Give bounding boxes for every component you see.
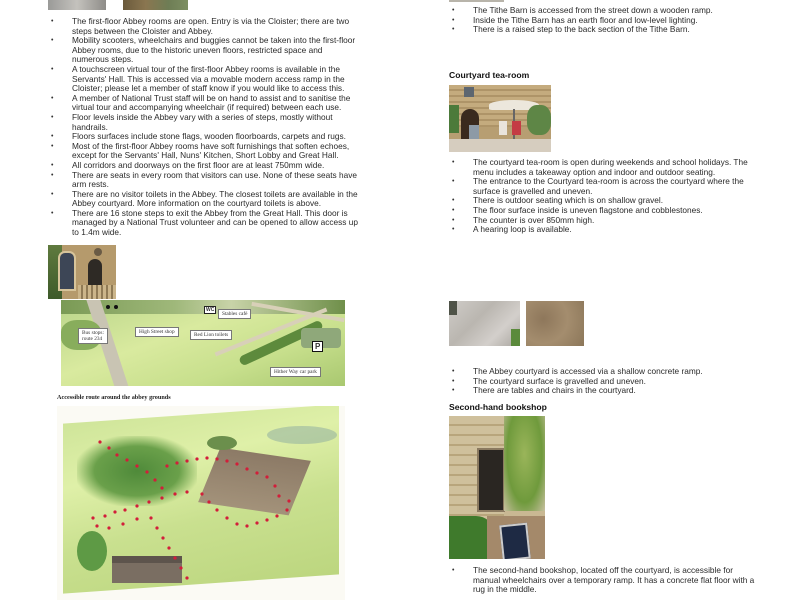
parking-icon: P (312, 341, 323, 352)
bus-stops-label (78, 328, 108, 344)
list-item: • There are 16 stone steps to exit the Abbey from the Great Hall. This door is managed by a National Trust volunteer and can be opened to allow access up to 1.4m wide. (48, 209, 358, 238)
list-item: • A member of National Trust staff will be on hand to assist and to sanitise the virtual tour and accompanying wheelchair (if required) between each use. (48, 94, 358, 113)
high-street-shop-label: High Street shop (135, 327, 179, 337)
bookshop-entrance-photo (449, 416, 545, 559)
bookshop-list (449, 566, 759, 595)
list-item: • The courtyard tea-room is open during weekends and school holidays. The menu includes a takeaway option and indoor and outdoor seating. (449, 158, 749, 177)
abbey-interior-photo (123, 0, 188, 10)
grounds-map-caption: Accessible route around the abbey grounds (57, 394, 171, 401)
list-item: • There are tables and chairs in the courtyard. (449, 386, 769, 396)
list-item: • The first-floor Abbey rooms are open. Entry is via the Cloister; there are two steps between the Cloister and Abbey. (48, 17, 358, 36)
list-item: • There are no visitor toilets in the Abbey. The closest toilets are available in the Abbey courtyard. More information on the courtyard toilets is above. (48, 190, 358, 209)
abbey-rooms-list (48, 17, 358, 238)
list-item: • The second-hand bookshop, located off the courtyard, is accessible for manual wheelchairs over a temporary ramp. It has a concrete flat floor with a rug in the middle. (449, 566, 759, 595)
list-item: • Most of the first-floor Abbey rooms have soft furnishings that soften echoes, except for the Servants' Hall, Nuns' Kitchen, Short Lobby and Great Hall. (48, 142, 358, 161)
bus-stops-text: Bus stops: (82, 330, 104, 336)
list-item: • The entrance to the Courtyard tea-room is across the courtyard where the surface is gravelled and uneven. (449, 177, 749, 196)
abbey-grounds-map (57, 406, 345, 600)
courtyard-list (449, 367, 769, 396)
list-item: • The Tithe Barn is accessed from the street down a wooden ramp. (449, 6, 769, 16)
stone-floor-photo (48, 0, 106, 10)
list-item: • Floor levels inside the Abbey vary with a series of steps, mostly without handrails. (48, 113, 358, 132)
tea-room-photo (449, 85, 551, 152)
wc-icon: WC (206, 307, 215, 313)
bus-route-text: route 234 (82, 336, 103, 342)
gravel-surface-photo (526, 301, 584, 346)
red-lion-toilets-label: Red Lion toilets (190, 330, 232, 340)
accessible-route-path (57, 406, 345, 600)
list-item: • There is a raised step to the back section of the Tithe Barn. (449, 25, 769, 35)
concrete-ramp-photo (449, 301, 520, 346)
list-item: • A touchscreen virtual tour of the first-floor Abbey rooms is available in the Servants' Hall. This is accessed via a movable modern access ramp in the Cloister; please let a member of staff know if you would like to access this. (48, 65, 358, 94)
list-item: • The courtyard surface is gravelled and uneven. (449, 377, 769, 387)
list-item: • Inside the Tithe Barn has an earth floor and low-level lighting. (449, 16, 769, 26)
list-item: • All corridors and doorways on the first floor are at least 750mm wide. (48, 161, 358, 171)
list-item: • Mobility scooters, wheelchairs and buggies cannot be taken into the first-floor Abbey rooms, due to the historic uneven floors, restricted space and numerous steps. (48, 36, 358, 65)
list-item: • A hearing loop is available. (449, 225, 749, 235)
list-item: • The counter is over 850mm high. (449, 216, 749, 226)
car-park-label: Hither Way car park (270, 367, 321, 377)
tea-room-list (449, 158, 749, 235)
tea-room-heading: Courtyard tea-room (449, 70, 530, 80)
abbey-exterior-photo (48, 245, 116, 299)
list-item: • Floors surfaces include stone flags, wooden floorboards, carpets and rugs. (48, 132, 358, 142)
tithe-barn-photo-edge (449, 0, 504, 2)
bookshop-heading: Second-hand bookshop (449, 402, 547, 412)
list-item: • There is outdoor seating which is on shallow gravel. (449, 196, 749, 206)
list-item: • The Abbey courtyard is accessed via a shallow concrete ramp. (449, 367, 769, 377)
list-item: • The floor surface inside is uneven flagstone and cobblestones. (449, 206, 749, 216)
list-item: • There are seats in every room that visitors can use. None of these seats have arm rests. (48, 171, 358, 190)
tithe-barn-list (449, 6, 769, 35)
stables-cafe-label: Stables café (218, 309, 251, 319)
